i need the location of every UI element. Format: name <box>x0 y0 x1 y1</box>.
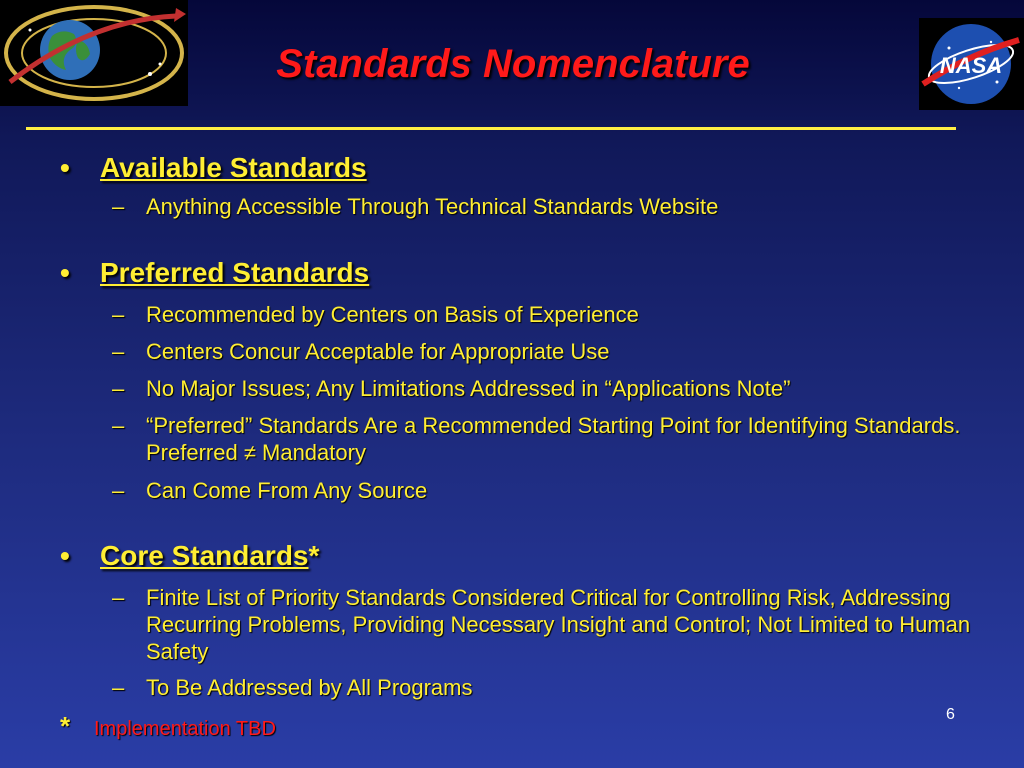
sub-item-text: Anything Accessible Through Technical Standards Website <box>146 194 719 219</box>
dash-marker: – <box>112 339 125 364</box>
nasa-logo-text: NASA <box>939 53 1003 78</box>
section-heading-suffix: * <box>308 540 320 571</box>
sub-item <box>112 338 992 365</box>
page-number: 6 <box>946 706 955 723</box>
bullet-core-standards <box>60 540 319 572</box>
footnote-marker: * <box>60 711 71 741</box>
slide-title: Standards Nomenclature <box>276 42 750 86</box>
dash-marker: – <box>112 478 125 503</box>
sub-item-text: Recommended by Centers on Basis of Experience <box>146 302 639 327</box>
dash-marker: – <box>112 376 125 401</box>
sub-item-text: Centers Concur Acceptable for Appropriate Use <box>146 339 610 364</box>
dash-marker: – <box>112 194 125 219</box>
sub-item-text: Can Come From Any Source <box>146 478 428 503</box>
footnote-text: Implementation TBD <box>94 718 276 740</box>
dash-marker: – <box>112 675 125 700</box>
bullet-dot: • <box>60 540 70 571</box>
sub-item <box>112 301 992 328</box>
sub-item <box>112 375 992 402</box>
dash-marker: – <box>112 413 125 438</box>
section-heading: Core Standards <box>100 540 309 571</box>
sub-item-text: “Preferred” Standards Are a Recommended Starting Point for Identifying Standards. Preferred ≠ Mandatory <box>146 413 961 465</box>
dash-marker: – <box>112 302 125 327</box>
sub-item <box>112 412 992 466</box>
sub-item <box>112 584 992 665</box>
sub-item-text: Finite List of Priority Standards Considered Critical for Controlling Risk, Addressing Recurring Problems, Providing Necessary Insight and Control; Not Limited to Human Safety <box>146 585 971 664</box>
sub-item <box>112 477 992 504</box>
sub-item-text: No Major Issues; Any Limitations Addressed in “Applications Note” <box>146 376 791 401</box>
section-heading: Available Standards <box>100 152 367 183</box>
bullet-dot: • <box>60 257 70 288</box>
bullet-preferred-standards <box>60 257 369 289</box>
sub-item <box>112 193 992 220</box>
dash-marker: – <box>112 585 125 610</box>
footnote <box>60 713 276 742</box>
sub-item-text: To Be Addressed by All Programs <box>146 675 473 700</box>
sub-item <box>112 674 992 701</box>
section-heading: Preferred Standards <box>100 257 370 288</box>
bullet-dot: • <box>60 152 70 183</box>
bullet-available-standards <box>60 152 367 184</box>
